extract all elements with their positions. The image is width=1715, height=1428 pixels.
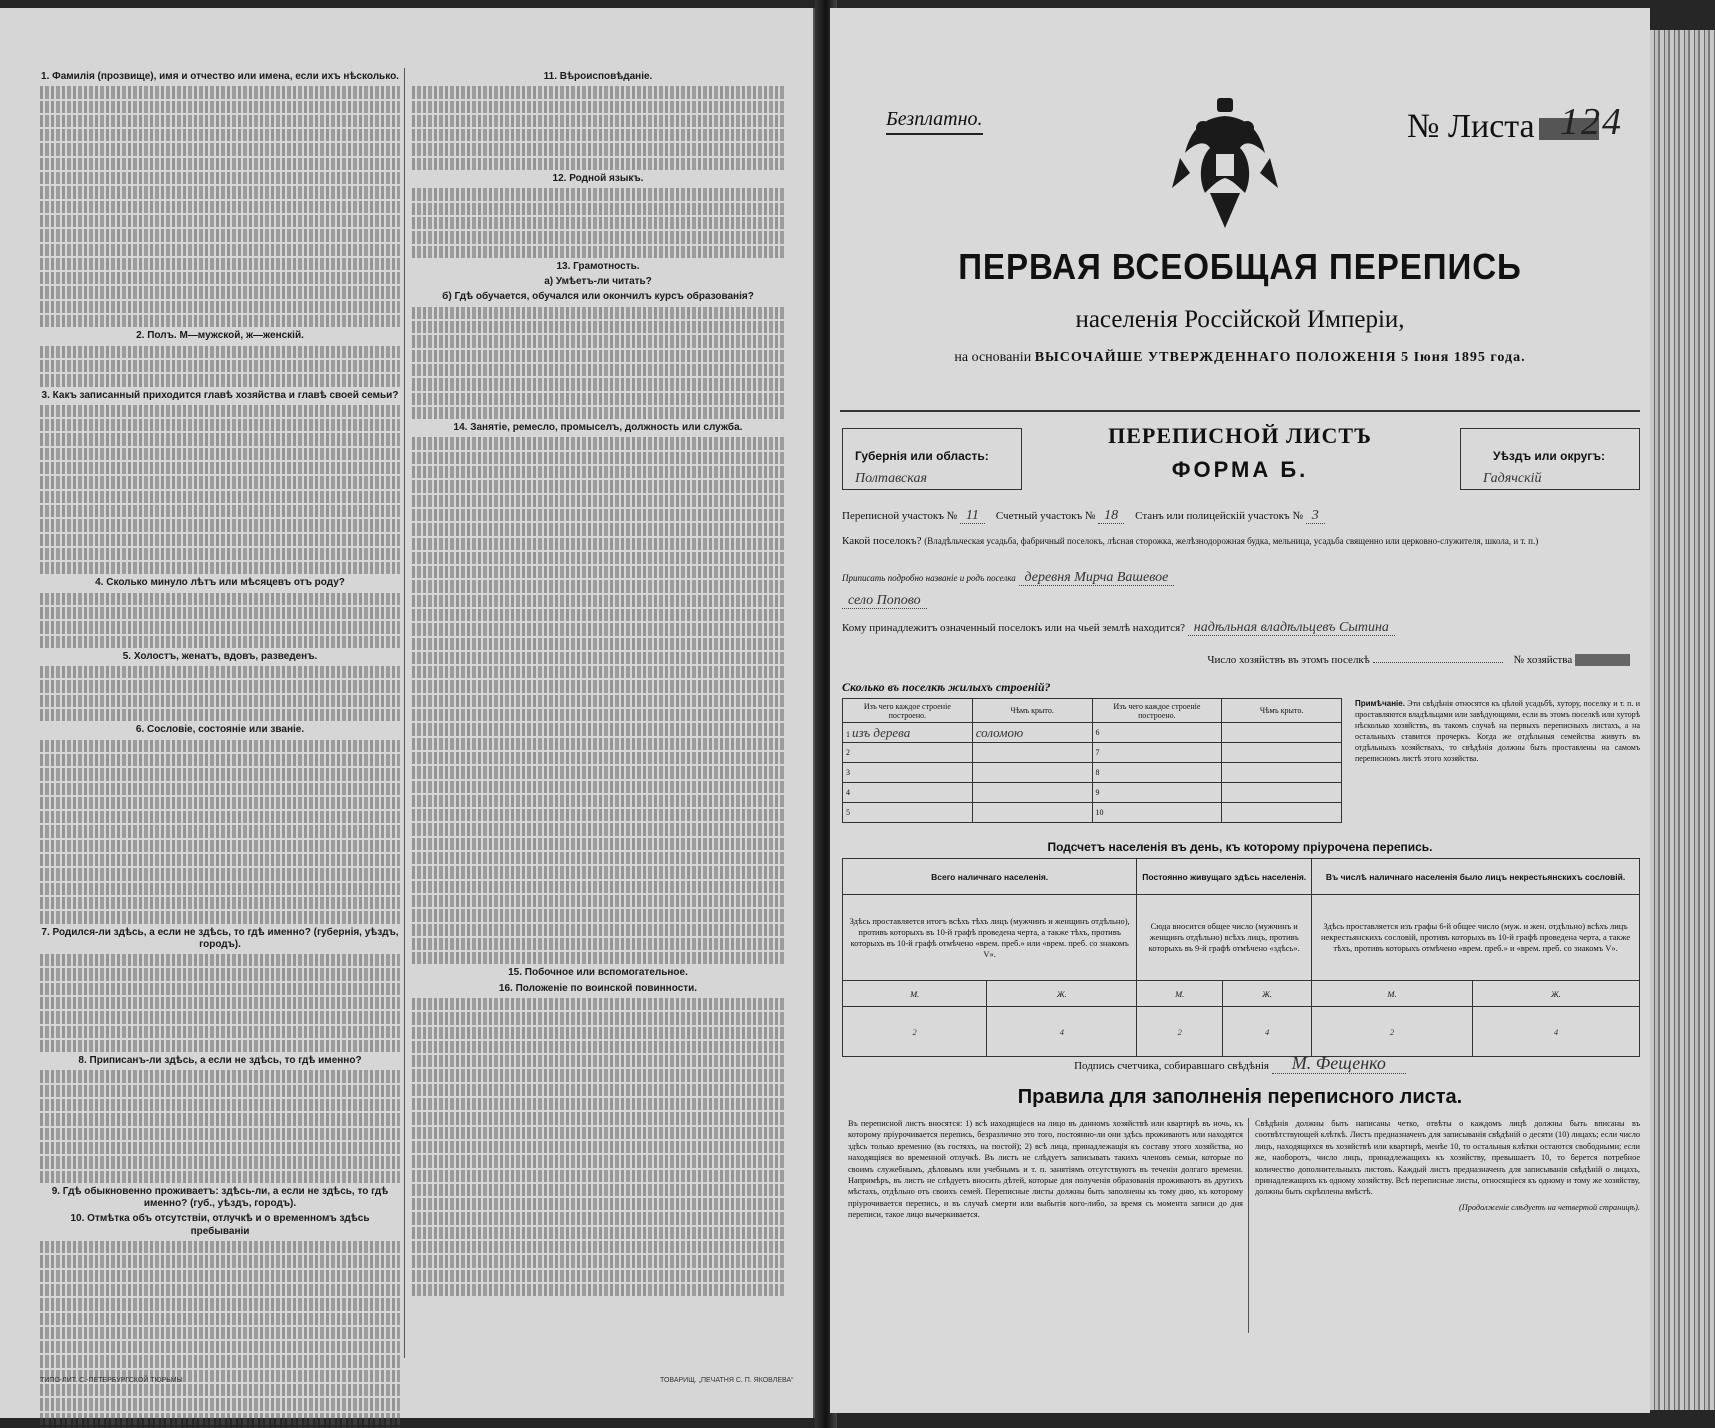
heading-literacy: 13. Грамотность. — [556, 260, 640, 272]
total-female-value: 4 — [987, 1007, 1137, 1057]
district-value: Гадячскій — [1483, 471, 1542, 486]
heading-estate: 6. Сословіе, состояніе или званіе. — [135, 724, 305, 736]
population-table — [842, 858, 1640, 1057]
heading-birthplace: 7. Родился-ли здѣсь, а если не здѣсь, то гдѣ именно? (губернія, уѣздъ, городъ). — [41, 926, 399, 950]
police-area-value: 3 — [1306, 508, 1325, 524]
census-basis — [830, 350, 1650, 366]
heading-religion: 11. Вѣроисповѣданіе. — [543, 71, 653, 82]
police-area-label: Станъ или полицейскій участокъ № — [1135, 510, 1303, 522]
desc-non-peasant: Здѣсь проставляется изъ графы 6-й общее число (муж. и жен. отдѣльно) всѣхъ лицъ некрестьянскихъ сословій, противъ которыхъ въ 10-й графѣ проведена черта, а также тѣхъ, противъ которыхъ отмѣчено «врем. преб.» и «врем. преб. со знакомъ V». — [1312, 895, 1640, 981]
free-label: Безплатно. — [886, 108, 983, 135]
instruction-text-block — [412, 998, 784, 1296]
cell-roof — [1222, 763, 1342, 783]
divider — [840, 410, 1640, 412]
settlement-value: деревня Мирча Вашевое — [1019, 570, 1175, 586]
printer-footer-right: ТОВАРИЩ. „ПЕЧАТНЯ С. П. ЯКОВЛЕВА“ — [660, 1377, 794, 1384]
signature-label: Подпись счетчика, собиравшаго свѣдѣнія — [1074, 1060, 1269, 1072]
signature-value: М. Фещенко — [1272, 1053, 1406, 1074]
sheet-number-handwritten: 124 — [1560, 101, 1623, 143]
census-title: ПЕРВАЯ ВСЕОБЩАЯ ПЕРЕПИСЬ — [958, 246, 1522, 287]
female-header: Ж. — [987, 981, 1137, 1007]
households-label: Число хозяйствъ въ этомъ поселкѣ — [1207, 654, 1370, 666]
settlement-note-2: Приписать подробно названіе и родъ поселка — [842, 573, 1016, 583]
owner-value: надѣльная владѣльцевъ Сытина — [1188, 620, 1395, 636]
female-header: Ж. — [1472, 981, 1639, 1007]
basis-prefix: на основаніи — [954, 350, 1032, 365]
rules-col2-text: Свѣдѣнія должны быть написаны четко, отвѣты о каждомъ лицѣ должны быть вписаны въ соотвѣтствующей клѣткѣ. Листъ предназначенъ для записыванія свѣдѣній о десяти (10) лицахъ; если число лицъ, находящихся въ хозяйствѣ или квартирѣ, менѣе 10, то остальныя клѣтки остаются свободными; если же, наоборотъ, число лицъ, принадлежащихъ къ хозяйству, превышаетъ 10, то берется потребное количество дополнительныхъ листовъ. Каждый листъ предназначенъ для записыванія свѣдѣній о лицахъ, принадлежащихъ къ одному хозяйству. Всѣ переписные листы, относящіеся къ одному и тому же хозяйству, должны быть скрѣплены вмѣстѣ. — [1255, 1119, 1640, 1197]
instruction-text-block — [40, 593, 400, 648]
census-form-page — [830, 8, 1650, 1413]
heading-age: 4. Сколько минуло лѣтъ или мѣсяцевъ отъ роду? — [95, 577, 345, 589]
form-title: ПЕРЕПИСНОЙ ЛИСТЪ — [1108, 423, 1372, 448]
heading-occupation: 14. Занятіе, ремесло, промыселъ, должность или служба. — [453, 422, 743, 434]
form-subtitle: ФОРМА Б. — [1171, 457, 1309, 482]
rules-title: Правила для заполненія переписного листа. — [1017, 1086, 1463, 1108]
heading-marital: 5. Холостъ, женатъ, вдовъ, разведенъ. — [122, 650, 318, 662]
cell-roof — [972, 743, 1092, 763]
count-area-value: 18 — [1098, 508, 1124, 524]
buildings-note — [1355, 698, 1640, 764]
households-row — [842, 654, 1640, 666]
buildings-table — [842, 698, 1342, 823]
instruction-text-block — [412, 188, 784, 257]
table-row — [843, 723, 1342, 743]
row-number: 1 — [846, 729, 850, 739]
sheet-number-text: № Листа — [1407, 108, 1535, 145]
instruction-text-block — [412, 86, 784, 170]
cell-roof — [1222, 743, 1342, 763]
male-header: М. — [1312, 981, 1473, 1007]
household-number-redaction — [1575, 654, 1630, 666]
note-text: Эти свѣдѣнія относятся къ цѣлой усадьбѣ, хутору, поселку и т. п. и проставляются владѣльцами или завѣдующими, если въ этомъ поселкѣ или хуторѣ нѣсколько хозяйствъ, въ такомъ случаѣ на первыхъ переписныхъ листахъ, а на остальныхъ ставится прочеркъ. Когда же отдѣльныя семейства живутъ въ отдѣльныхъ хозяйствахъ, то свѣдѣнія должны быть проставлены на самомъ переписномъ листѣ этого хозяйства. — [1355, 699, 1641, 763]
instruction-text-block — [412, 437, 784, 964]
cell-material: 2 — [843, 743, 973, 763]
printer-footer-left: ТИПО-ЛИТ. С.-ПЕТЕРБУРГСКОЙ ТЮРЬМЫ — [40, 1377, 183, 1384]
cell-roof — [972, 803, 1092, 823]
cell-material: 6 — [1092, 723, 1222, 743]
col-roof-left: Чѣмъ крыто. — [972, 699, 1092, 723]
table-row — [843, 803, 1342, 823]
cell-roof — [1222, 783, 1342, 803]
owner-label: Кому принадлежитъ означенный поселокъ или на чьей землѣ находится? — [842, 622, 1186, 634]
buildings-heading: Сколько въ поселкѣ жилыхъ строеній? — [842, 680, 1051, 694]
cell-material: 4 — [843, 783, 973, 803]
heading-relation: 3. Какъ записанный приходится главѣ хозяйства и главѣ своей семьи? — [41, 389, 399, 401]
households-blank — [1373, 662, 1503, 663]
census-subtitle: населенія Россійской Имперіи, — [1075, 306, 1405, 333]
female-header: Ж. — [1223, 981, 1312, 1007]
province-value: Полтавская — [855, 471, 927, 486]
settlement-value-2: село Попово — [842, 593, 927, 609]
instruction-text-block — [40, 1070, 400, 1182]
cell-roof — [1222, 803, 1342, 823]
census-area-label: Переписной участокъ № — [842, 510, 958, 522]
instruction-text-block — [40, 666, 400, 721]
cell-material: 5 — [843, 803, 973, 823]
instruction-text-block — [40, 954, 400, 1052]
col-material-right: Изъ чего каждое строеніе построено. — [1092, 699, 1222, 723]
note-title: Примѣчаніе. — [1355, 699, 1405, 708]
heading-residence: 9. Гдѣ обыкновенно проживаетъ: здѣсь-ли, а если не здѣсь, то гдѣ именно? (губ., уѣздъ, городъ). — [51, 1185, 389, 1210]
basis-decree: ВЫСОЧАЙШЕ УТВЕРЖДЕННАГО ПОЛОЖЕНІЯ 5 Іюня 1895 года. — [1034, 350, 1526, 365]
cell-material: 10 — [1092, 803, 1222, 823]
permanent-female-value: 4 — [1223, 1007, 1312, 1057]
cell-roof — [1222, 723, 1342, 743]
census-area-value: 11 — [960, 508, 985, 524]
cell-roof — [972, 783, 1092, 803]
non-peasant-female-value: 4 — [1472, 1007, 1639, 1057]
signature-row — [830, 1053, 1650, 1074]
cell-material: 7 — [1092, 743, 1222, 763]
table-row — [843, 763, 1342, 783]
continued-note: (Продолженіе слѣдуетъ на четвертой страницѣ). — [1458, 1202, 1640, 1212]
cell-material: 3 — [843, 763, 973, 783]
left-page-instructions — [0, 8, 815, 1418]
instruction-text-block — [40, 346, 400, 387]
permanent-male-value: 2 — [1137, 1007, 1223, 1057]
heading-language: 12. Родной языкъ. — [552, 173, 644, 185]
population-title: Подсчетъ населенія въ день, къ которому пріурочена перепись. — [1047, 840, 1433, 854]
rules-divider — [1248, 1118, 1249, 1333]
table-row — [843, 783, 1342, 803]
heading-sex: 2. Полъ. М—мужской, ж—женскій. — [136, 330, 304, 342]
cell-material — [843, 723, 973, 743]
col-non-peasant-population: Въ числѣ наличнаго населенія было лицъ некрестьянскихъ сословій. — [1312, 859, 1640, 895]
instructions-column-1 — [40, 68, 400, 1428]
cell-material: 8 — [1092, 763, 1222, 783]
heading-education: б) Гдѣ обучается, обучался или окончилъ курсъ образованія? — [442, 291, 754, 303]
material-value: изъ дерева — [852, 724, 911, 740]
province-label: Губернія или область: — [855, 449, 989, 463]
settlement-value-row-2 — [842, 593, 1640, 609]
col-permanent-population: Постоянно живущаго здѣсь населенія. — [1137, 859, 1312, 895]
settlement-label: Какой поселокъ? — [842, 535, 922, 547]
table-row — [843, 743, 1342, 763]
heading-can-read: а) Умѣетъ-ли читать? — [544, 276, 652, 288]
total-male-value: 2 — [843, 1007, 987, 1057]
instruction-text-block — [412, 307, 784, 419]
rules-column-2 — [1255, 1118, 1640, 1213]
district-box — [1460, 428, 1640, 490]
stacked-page-edges — [1645, 30, 1715, 1410]
cell-material: 9 — [1092, 783, 1222, 803]
col-material-left: Изъ чего каждое строеніе построено. — [843, 699, 973, 723]
male-header: М. — [843, 981, 987, 1007]
heading-surname: 1. Фамилія (прозвище), имя и отчество или имена, если ихъ нѣсколько. — [41, 71, 399, 82]
cell-roof: соломою — [972, 723, 1092, 743]
owner-row — [842, 620, 1640, 636]
desc-total: Здѣсь проставляется итогъ всѣхъ тѣхъ лицъ (мужчинъ и женщинъ отдѣльно), противъ которыхъ въ 10-й графѣ проведена черта, а также тѣхъ, противъ которыхъ въ 10-й графѣ отмѣчено «врем. преб.» или «врем. преб. со знакомъ V». — [843, 895, 1137, 981]
count-area-label: Счетный участокъ № — [995, 510, 1096, 522]
heading-secondary: 15. Побочное или вспомогательное. — [508, 967, 688, 979]
instruction-text-block — [40, 1241, 400, 1428]
column-divider — [404, 68, 405, 1358]
instruction-text-block — [40, 86, 400, 327]
settlement-note: (Владѣльческая усадьба, фабричный поселокъ, лѣсная сторожка, желѣзнодорожная будка, мельница, усадьба священно или церковно-служителя, школа, и т. п.) — [924, 536, 1539, 546]
cell-roof — [972, 763, 1092, 783]
area-numbers-row — [842, 508, 1640, 524]
instruction-text-block — [40, 740, 400, 924]
rules-column-1: Въ переписной листъ вносятся: 1) всѣ находящіеся на лицо въ данномъ хозяйствѣ или квартирѣ въ ночь, къ которому пріурочивается перепись, безразлично это того, постоянно-ли они здѣсь проживаютъ или находятся здѣсь только временно (въ гостяхъ, на постой); 2) всѣ лица, принадлежащія къ составу этого хозяйства, но находящіяся во временной отлучкѣ. Въ листъ не слѣдуетъ записывать такихъ членовъ семьи, которые по своимъ служебнымъ, дѣловымъ или учебнымъ и т. п. занятіямъ отсутствуютъ въ теченіи долгаго времени. Напримѣръ, въ листъ не слѣдуетъ вносить дѣтей, которые для полученія образованія проживаютъ въ другихъ мѣстахъ, отдѣльно отъ своихъ семей. Переписные листы должны быть заполнены къ тому дню, къ которому пріурочивается перепись, и въ случаѣ смерти или выбытія кого-либо, за время съ момента записи до дня переписи, такое лицо вычеркивается. — [848, 1119, 1243, 1220]
household-number-label: № хозяйства — [1513, 654, 1573, 666]
district-label: Уѣздъ или округъ: — [1493, 449, 1606, 463]
settlement-row — [842, 535, 1640, 547]
heading-registered: 8. Приписанъ-ли здѣсь, а если не здѣсь, то гдѣ именно? — [78, 1055, 362, 1067]
heading-military: 16. Положеніе по воинской повинности. — [498, 982, 698, 994]
non-peasant-male-value: 2 — [1312, 1007, 1473, 1057]
province-box — [842, 428, 1022, 490]
col-total-population: Всего наличнаго населенія. — [843, 859, 1137, 895]
double-headed-eagle-emblem — [1170, 98, 1280, 233]
heading-absence: 10. Отмѣтка объ отсутствіи, отлучкѣ и о временномъ здѣсь пребываніи — [70, 1213, 370, 1237]
desc-permanent: Сюда вносится общее число (мужчинъ и женщинъ отдѣльно) всѣхъ лицъ, противъ которыхъ въ 9-й графѣ отмѣчено «здѣсь». — [1137, 895, 1312, 981]
col-roof-right: Чѣмъ крыто. — [1222, 699, 1342, 723]
instructions-column-2 — [412, 68, 784, 1298]
settlement-value-row — [842, 570, 1640, 586]
male-header: М. — [1137, 981, 1223, 1007]
instruction-text-block — [40, 405, 400, 575]
